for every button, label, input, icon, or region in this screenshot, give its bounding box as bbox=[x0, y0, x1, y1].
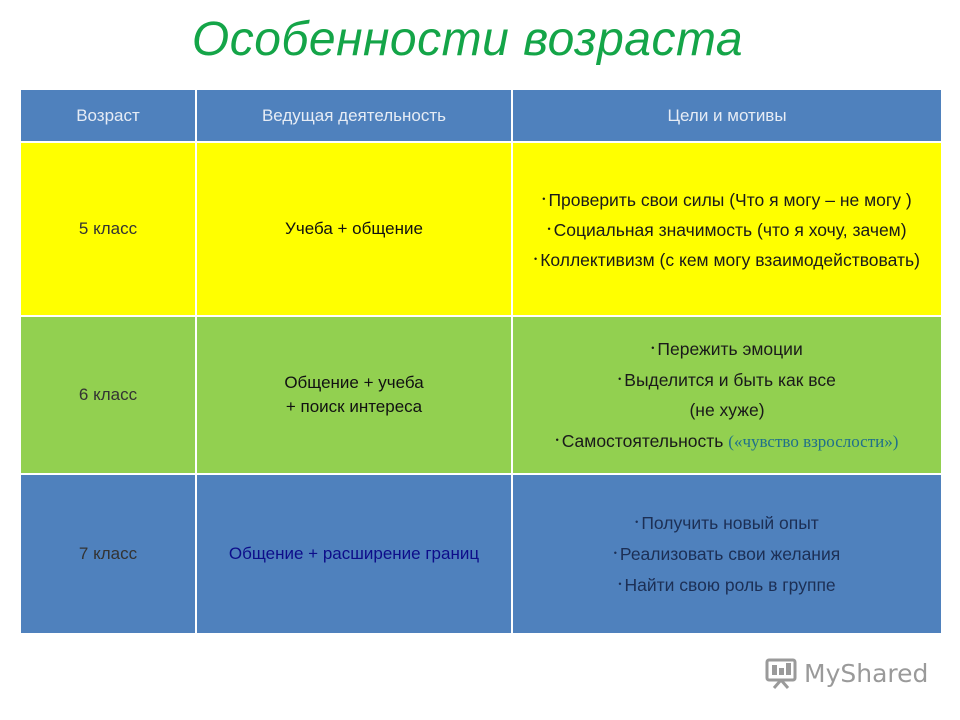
goals-cell bbox=[512, 316, 942, 474]
goal-item: • Проверить свои силы (Что я могу – не могу ) bbox=[542, 189, 912, 210]
table-row bbox=[20, 316, 942, 474]
header-goals: Цели и мотивы bbox=[512, 89, 942, 142]
activity-cell bbox=[196, 474, 512, 634]
goal-item: • Получить новый опыт bbox=[635, 513, 819, 533]
bullet-icon: • bbox=[618, 579, 622, 589]
table-row bbox=[20, 474, 942, 634]
activity-cell bbox=[196, 142, 512, 316]
activity-text: Общение + учеба bbox=[284, 373, 424, 392]
bullet-icon: • bbox=[635, 517, 639, 527]
header-age: Возраст bbox=[20, 89, 196, 142]
goal-item: • Коллективизм (с кем могу взаимодействовать) bbox=[534, 249, 920, 270]
age-cell: 7 класс bbox=[20, 474, 196, 634]
goal-item: • Социальная значимость (что я хочу, зачем) bbox=[547, 219, 907, 240]
age-features-table bbox=[19, 88, 943, 635]
age-cell: 6 класс bbox=[20, 316, 196, 474]
activity-text: + поиск интереса bbox=[285, 397, 423, 416]
bullet-icon: • bbox=[555, 435, 559, 445]
myshared-watermark[interactable] bbox=[764, 656, 928, 690]
watermark-text: MyShared bbox=[804, 658, 929, 688]
activity-text: Общение + расширение границ bbox=[228, 544, 480, 563]
header-activity: Ведущая деятельность bbox=[196, 89, 512, 142]
goal-item: • Пережить эмоции bbox=[651, 339, 803, 359]
activity-cell bbox=[196, 316, 512, 474]
bullet-icon: • bbox=[613, 548, 617, 558]
activity-text: Учеба + общение bbox=[285, 219, 423, 238]
goal-item: • Найти свою роль в группе bbox=[618, 575, 836, 595]
page-title: Особенности возраста bbox=[191, 13, 744, 66]
age-cell: 5 класс bbox=[20, 142, 196, 316]
bullet-icon: • bbox=[534, 253, 538, 264]
goal-item: • Реализовать свои желания bbox=[613, 544, 841, 564]
bullet-icon: • bbox=[651, 343, 655, 353]
bullet-icon: • bbox=[547, 223, 551, 234]
bullet-icon: • bbox=[542, 193, 546, 204]
table-row bbox=[20, 142, 942, 316]
presentation-board-icon bbox=[764, 656, 798, 690]
goal-item: • Самостоятельность («чувство взрослости») bbox=[555, 431, 899, 451]
goal-item: (не хуже) bbox=[689, 400, 765, 420]
goals-cell bbox=[512, 474, 942, 634]
table-header-row bbox=[20, 89, 942, 142]
bullet-icon: • bbox=[618, 374, 622, 384]
goal-item: • Выделится и быть как все bbox=[618, 370, 836, 390]
goals-cell bbox=[512, 142, 942, 316]
